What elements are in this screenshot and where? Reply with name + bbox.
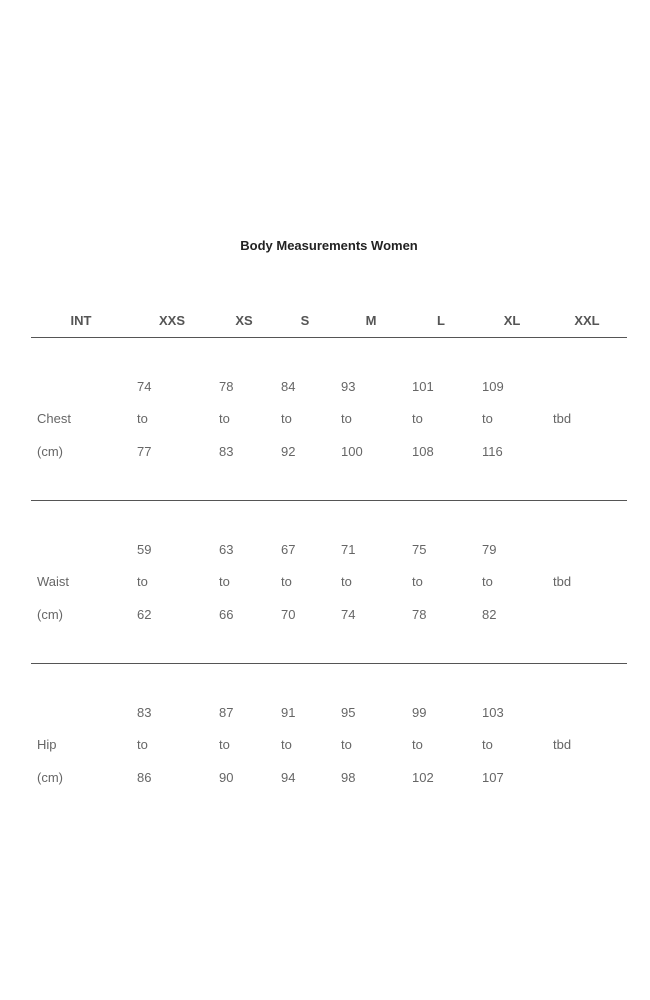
cell-until: 94 — [281, 770, 296, 785]
cell-to: to — [281, 574, 292, 589]
header-xxs: XXS — [158, 313, 185, 328]
cell-until: 82 — [482, 607, 497, 622]
cell-to: to — [281, 411, 292, 426]
cell-to: to — [412, 411, 423, 426]
row-label: Waist — [37, 574, 70, 589]
cell-until: 102 — [412, 770, 434, 785]
cell-to: to — [412, 737, 423, 752]
cell-tbd: tbd — [553, 411, 572, 426]
cell-from: 78 — [219, 379, 234, 394]
cell-from: 103 — [482, 705, 504, 720]
cell-to: to — [341, 574, 352, 589]
cell-until: 116 — [482, 444, 503, 459]
cell-from: 109 — [482, 379, 504, 394]
header-xs: XS — [235, 313, 253, 328]
header-s: S — [300, 313, 310, 328]
cell-from: 79 — [482, 542, 497, 557]
cell-from: 74 — [137, 379, 152, 394]
cell-from: 87 — [219, 705, 234, 720]
cell-until: 77 — [137, 444, 152, 459]
cell-tbd: tbd — [553, 574, 572, 589]
cell-from: 99 — [412, 705, 427, 720]
cell-until: 98 — [341, 770, 356, 785]
cell-from: 95 — [341, 705, 356, 720]
cell-to: to — [341, 737, 352, 752]
cell-from: 101 — [412, 379, 434, 394]
cell-until: 90 — [219, 770, 234, 785]
cell-from: 91 — [281, 705, 296, 720]
cell-until: 107 — [482, 770, 504, 785]
cell-until: 108 — [412, 444, 434, 459]
cell-from: 93 — [341, 379, 356, 394]
cell-to: to — [412, 574, 423, 589]
cell-until: 62 — [137, 607, 152, 622]
cell-until: 83 — [219, 444, 234, 459]
table-title: Body Measurements Women — [240, 238, 418, 253]
cell-to: to — [482, 411, 493, 426]
cell-tbd: tbd — [553, 737, 572, 752]
cell-until: 100 — [341, 444, 363, 459]
row-divider — [31, 663, 627, 664]
cell-from: 75 — [412, 542, 427, 557]
cell-to: to — [219, 411, 230, 426]
row-divider — [31, 500, 627, 501]
cell-from: 83 — [137, 705, 152, 720]
cell-from: 67 — [281, 542, 296, 557]
header-divider — [31, 337, 627, 338]
cell-to: to — [137, 574, 148, 589]
cell-to: to — [219, 737, 230, 752]
cell-until: 70 — [281, 607, 296, 622]
row-label: Hip — [37, 737, 57, 752]
header-int: INT — [70, 313, 92, 328]
row-label: Chest — [37, 411, 71, 426]
header-xxl: XXL — [574, 313, 600, 328]
cell-to: to — [137, 411, 148, 426]
cell-to: to — [219, 574, 230, 589]
row-unit: (cm) — [37, 770, 63, 785]
header-m: M — [365, 313, 377, 328]
cell-from: 63 — [219, 542, 234, 557]
header-xl: XL — [503, 313, 521, 328]
cell-to: to — [482, 574, 493, 589]
cell-to: to — [137, 737, 148, 752]
cell-to: to — [341, 411, 352, 426]
row-unit: (cm) — [37, 607, 63, 622]
cell-until: 78 — [412, 607, 427, 622]
cell-from: 71 — [341, 542, 356, 557]
cell-until: 86 — [137, 770, 152, 785]
cell-until: 92 — [281, 444, 296, 459]
cell-until: 66 — [219, 607, 234, 622]
row-unit: (cm) — [37, 444, 63, 459]
cell-until: 74 — [341, 607, 356, 622]
cell-from: 59 — [137, 542, 152, 557]
cell-to: to — [482, 737, 493, 752]
cell-from: 84 — [281, 379, 296, 394]
header-l: L — [437, 313, 445, 328]
cell-to: to — [281, 737, 292, 752]
